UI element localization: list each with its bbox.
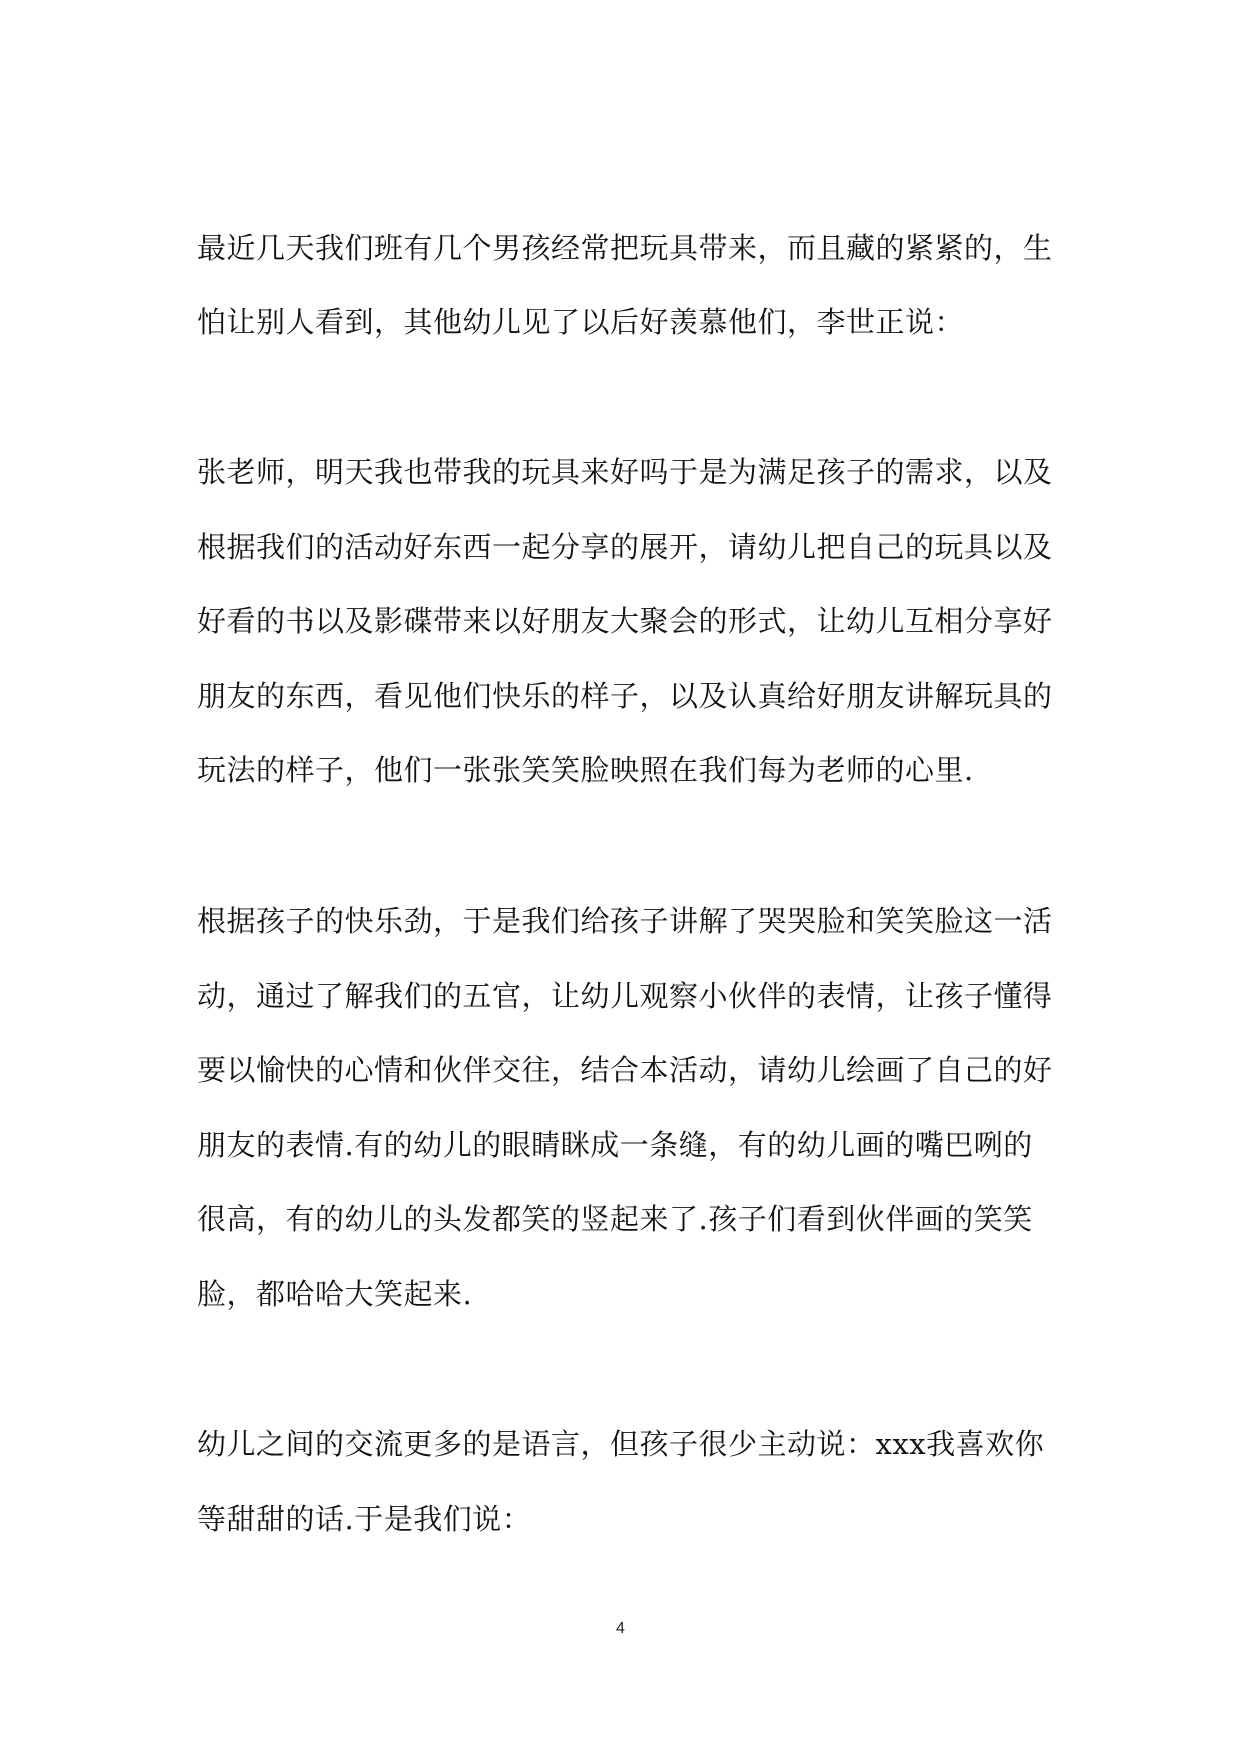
paragraph-1-line-1: 最近几天我们班有几个男孩经常把玩具带来，而且藏的紧紧的，生 (197, 231, 1053, 265)
paragraph-4-line-1: 幼儿之间的交流更多的是语言，但孩子很少主动说：xxx我喜欢你 (197, 1427, 1045, 1461)
paragraph-1-line-2: 怕让别人看到，其他幼儿见了以后好羡慕他们，李世正说： (197, 305, 965, 339)
paragraph-3-line-3: 要以愉快的心情和伙伴交往，结合本活动，请幼儿绘画了自己的好 (197, 1053, 1053, 1087)
paragraph-2-line-3: 好看的书以及影碟带来以好朋友大聚会的形式，让幼儿互相分享好 (197, 604, 1053, 638)
paragraph-2-line-4: 朋友的东西，看见他们快乐的样子，以及认真给好朋友讲解玩具的 (197, 679, 1053, 713)
paragraph-2-line-2: 根据我们的活动好东西一起分享的展开，请幼儿把自己的玩具以及 (197, 530, 1053, 564)
paragraph-3-line-6: 脸，都哈哈大笑起来. (197, 1277, 473, 1311)
paragraph-4-line-2: 等甜甜的话.于是我们说： (197, 1502, 532, 1536)
paragraph-3-line-5: 很高，有的幼儿的头发都笑的竖起来了.孩子们看到伙伴画的笑笑 (197, 1202, 1033, 1236)
paragraph-3-line-4: 朋友的表情.有的幼儿的眼睛眯成一条缝，有的幼儿画的嘴巴咧的 (197, 1128, 1033, 1162)
paragraph-3-line-1: 根据孩子的快乐劲，于是我们给孩子讲解了哭哭脸和笑笑脸这一活 (197, 904, 1053, 938)
paragraph-3-line-2: 动，通过了解我们的五官，让幼儿观察小伙伴的表情，让孩子懂得 (197, 979, 1053, 1013)
paragraph-2-line-1: 张老师，明天我也带我的玩具来好吗于是为满足孩子的需求，以及 (197, 455, 1053, 489)
paragraph-2-line-5: 玩法的样子，他们一张张笑笑脸映照在我们每为老师的心里. (197, 753, 974, 787)
page-number: 4 (616, 1620, 625, 1637)
